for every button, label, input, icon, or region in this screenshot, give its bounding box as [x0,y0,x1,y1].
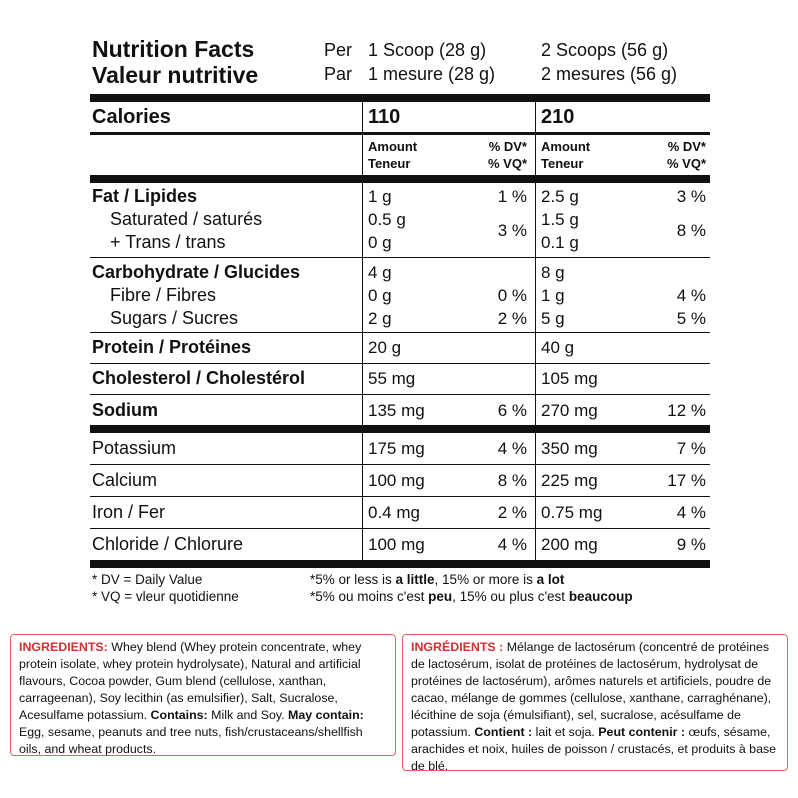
sodium-amount-2: 270 mg [541,401,598,420]
fat-amount-1: 1 g [368,187,392,206]
protein-row [90,333,710,363]
calories-label: Calories [92,106,171,128]
chloride-amount-1: 100 mg [368,535,425,554]
calories-value-2: 210 [541,106,575,128]
potassium-label: Potassium [92,438,177,458]
potassium-amount-1: 175 mg [368,439,425,458]
iron-amount-2: 0.75 mg [541,503,603,522]
potassium-amount-2: 350 mg [541,439,598,458]
title-en: Nutrition Facts [92,36,255,62]
fat-row [90,183,710,257]
sodium-row [90,395,710,425]
fibre-dv-1: 0 % [497,286,527,305]
divider-thick [90,560,710,568]
sugars-dv-2: 5 % [676,309,706,328]
fibre-label: Fibre / Fibres [110,285,217,305]
trans-label: + Trans / trans [110,232,226,252]
iron-dv-2: 4 % [676,503,706,522]
trans-amount-2: 0.1 g [541,233,579,252]
sugars-label: Sugars / Sucres [110,308,239,328]
ingredients-fr-text: Mélange de lactosérum (concentré de protéines de lactosérum, isolat de protéines de lactosérum, hydrolysat de protéines de lactosérum), arômes naturels et artificiels, poudre de cacao, mélange de gommes (cellulose, xanthane, carraghénane), lécithine de soja (émulsifiant), sel, sucralose, acésulfame de potassium. [411,640,772,739]
divider-thick [90,425,710,433]
saturated-amount-1: 0.5 g [368,210,406,229]
serving2-fr: 2 mesures (56 g) [541,64,678,84]
potassium-dv-1: 4 % [497,439,527,458]
dv-label: % DV* [488,139,527,154]
calories-row [90,102,710,132]
amount-label: Amount [541,139,591,154]
dv-heading-1 [470,135,527,175]
divider-thick [90,175,710,183]
cholesterol-row [90,364,710,394]
protein-amount-2: 40 g [541,338,575,357]
nutrition-facts-panel [90,36,710,568]
saturated-amount-2: 1.5 g [541,210,579,229]
ingredients-en-heading: INGREDIENTS: [19,640,108,654]
serving1-en: 1 Scoop (28 g) [368,40,487,60]
carb-amount-2: 8 g [541,263,565,282]
chloride-dv-1: 4 % [497,535,527,554]
calories-value-1: 110 [368,106,401,128]
dv-guide-en: *5% or less is a little, 15% or more is a lot [310,572,565,587]
vq-footnote: * VQ = vleur quotidienne [92,589,239,604]
contains-en-label: Contains: [150,708,208,722]
carb-label: Carbohydrate / Glucides [92,262,301,282]
sugars-amount-1: 2 g [368,309,392,328]
sat-trans-dv-1: 3 % [497,221,527,240]
mineral-row-potassium [90,433,710,464]
carb-amount-1: 4 g [368,263,392,282]
vq-label: % VQ* [487,156,527,171]
sat-trans-dv-2: 8 % [676,221,706,240]
cholesterol-amount-1: 55 mg [368,369,416,388]
dv-heading-2 [646,135,706,175]
ingredients-fr-heading: INGRÉDIENTS : [411,640,504,654]
chloride-dv-2: 9 % [676,535,706,554]
fat-dv-1: 1 % [497,187,527,206]
amount-label: Amount [368,139,418,154]
fat-amount-2: 2.5 g [541,187,579,206]
mineral-row-calcium [90,465,710,496]
cholesterol-amount-2: 105 mg [541,369,598,388]
mineral-row-iron [90,497,710,528]
carb-row [90,258,710,332]
sodium-dv-2: 12 % [667,401,706,420]
cholesterol-label: Cholesterol / Cholestérol [92,368,306,388]
calcium-dv-1: 8 % [497,471,527,490]
vq-label: % VQ* [666,156,706,171]
protein-amount-1: 20 g [368,338,402,357]
mineral-row-chloride [90,529,710,560]
amount-heading-2 [541,135,590,175]
sugars-amount-2: 5 g [541,309,565,328]
panel-header [90,36,710,94]
teneur-label: Teneur [368,156,411,171]
calcium-amount-2: 225 mg [541,471,598,490]
fibre-dv-2: 4 % [676,286,706,305]
fibre-amount-1: 0 g [368,286,392,305]
iron-label: Iron / Fer [92,502,166,522]
trans-amount-1: 0 g [368,233,392,252]
serving1-fr: 1 mesure (28 g) [368,64,496,84]
dv-footnote: * DV = Daily Value [92,572,203,587]
teneur-label: Teneur [541,156,584,171]
ingredients-en-box: INGREDIENTS: Whey blend (Whey protein concentrate, whey protein isolate, whey protein hydrolysate), Natural and artificial flavours, Cocoa powder, Gum blend (cellulose, xanthan, carrageenan), Soy lecithin (as emulsifier), Salt, Sucralose, Acesulfame potassium. Contains: Milk and Soy. May contain: Egg, sesame, peanuts and tree nuts, fish/crustaceans/shellfish oils, and wheat products. [10,634,396,756]
saturated-label: Saturated / saturés [110,209,263,229]
sodium-label: Sodium [92,400,158,420]
contains-fr-label: Contient : [474,725,533,739]
ingredients-en-text: Whey blend (Whey protein concentrate, whey protein isolate, whey protein hydrolysate), Natural and artificial flavours, Cocoa powder, Gum blend (cellulose, xanthan, carrageenan), Soy lecithin (as emulsifier), Salt, Sucralose, Acesulfame potassium. [19,640,362,722]
calcium-label: Calcium [92,470,158,490]
sodium-dv-1: 6 % [497,401,527,420]
fibre-amount-2: 1 g [541,286,565,305]
dv-label: % DV* [667,139,706,154]
iron-amount-1: 0.4 mg [368,503,420,522]
may-contain-fr-label: Peut contenir : [598,725,686,739]
sugars-dv-1: 2 % [497,309,527,328]
fat-label: Fat / Lipides [92,186,198,206]
protein-label: Protein / Protéines [92,337,252,357]
chloride-label: Chloride / Chlorure [92,534,244,554]
divider-thick [90,94,710,102]
potassium-dv-2: 7 % [676,439,706,458]
amount-heading-1 [368,135,417,175]
dv-header-row [90,135,710,175]
title-fr: Valeur nutritive [92,62,259,88]
calcium-dv-2: 17 % [667,471,706,490]
serving2-en: 2 Scoops (56 g) [541,40,669,60]
ingredients-fr-box: INGRÉDIENTS : Mélange de lactosérum (concentré de protéines de lactosérum, isolat de protéines de lactosérum, hydrolysat de protéines de lactosérum), arômes naturels et artificiels, poudre de cacao, mélange de gommes (cellulose, xanthane, carraghénane), lécithine de soja (émulsifiant), sel, sucralose, acésulfame de potassium. Contient : lait et soja. Peut contenir : œufs, sésame, arachides et noix, huiles de poisson / crustacés, et produits à base de blé. [402,634,788,771]
per-en: Per [324,40,353,60]
iron-dv-1: 2 % [497,503,527,522]
dv-guide-fr: *5% ou moins c'est peu, 15% ou plus c'est beaucoup [310,589,633,604]
per-fr: Par [324,64,353,84]
sodium-amount-1: 135 mg [368,401,425,420]
calcium-amount-1: 100 mg [368,471,425,490]
may-contain-en-label: May contain: [288,708,364,722]
chloride-amount-2: 200 mg [541,535,598,554]
fat-dv-2: 3 % [676,187,706,206]
